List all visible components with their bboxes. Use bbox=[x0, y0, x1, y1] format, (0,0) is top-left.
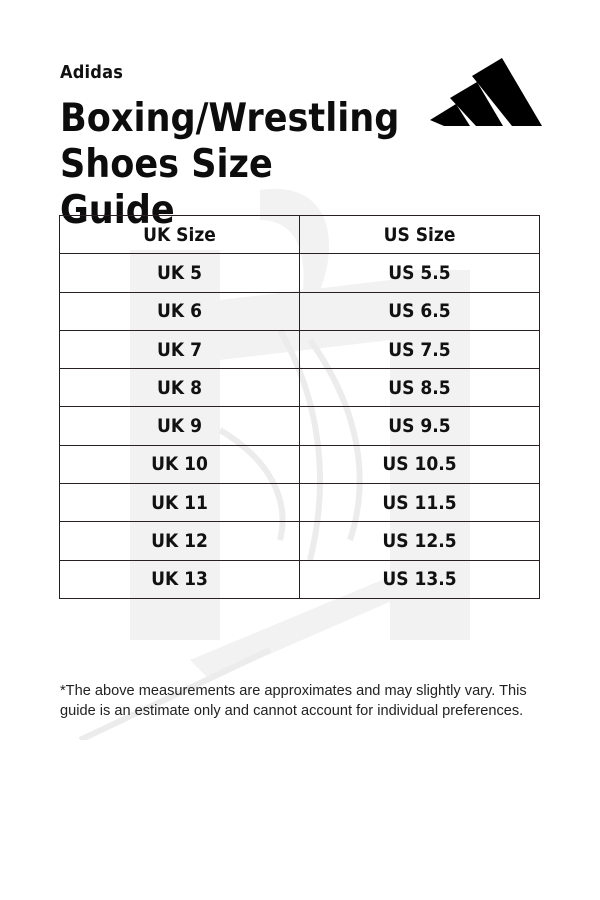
table-row bbox=[60, 369, 540, 407]
uk-size-cell: UK 12 bbox=[60, 522, 300, 560]
uk-size-cell: UK 13 bbox=[60, 560, 300, 598]
disclaimer-footnote: *The above measurements are approximates and may slightly vary. This guide is an estimate only and cannot account for individual preferences. bbox=[60, 682, 527, 719]
table-row bbox=[60, 292, 540, 330]
size-table bbox=[59, 215, 540, 599]
table-row bbox=[60, 254, 540, 292]
title-line-1: Boxing/Wrestling bbox=[60, 96, 400, 141]
table-row bbox=[60, 522, 540, 560]
table-row bbox=[60, 484, 540, 522]
uk-size-cell: UK 10 bbox=[60, 445, 300, 483]
uk-size-cell: UK 11 bbox=[60, 484, 300, 522]
us-size-cell: US 10.5 bbox=[300, 445, 540, 483]
brand-name: Adidas bbox=[60, 62, 124, 83]
us-size-cell: US 6.5 bbox=[300, 292, 540, 330]
uk-size-cell: UK 5 bbox=[60, 254, 300, 292]
table-row bbox=[60, 445, 540, 483]
column-header-us-size: US Size bbox=[300, 216, 540, 254]
column-header-uk-size: UK Size bbox=[60, 216, 300, 254]
uk-size-cell: UK 9 bbox=[60, 407, 300, 445]
table-row bbox=[60, 407, 540, 445]
title-line-2: Shoes Size Guide bbox=[60, 142, 273, 233]
table-row bbox=[60, 330, 540, 368]
uk-size-cell: UK 7 bbox=[60, 330, 300, 368]
us-size-cell: US 8.5 bbox=[300, 369, 540, 407]
table-header-row bbox=[60, 216, 540, 254]
table-row bbox=[60, 560, 540, 598]
us-size-cell: US 11.5 bbox=[300, 484, 540, 522]
page-title bbox=[60, 96, 400, 234]
us-size-cell: US 13.5 bbox=[300, 560, 540, 598]
us-size-cell: US 5.5 bbox=[300, 254, 540, 292]
us-size-cell: US 9.5 bbox=[300, 407, 540, 445]
uk-size-cell: UK 6 bbox=[60, 292, 300, 330]
adidas-three-stripes-logo-icon bbox=[430, 58, 542, 128]
us-size-cell: US 7.5 bbox=[300, 330, 540, 368]
us-size-cell: US 12.5 bbox=[300, 522, 540, 560]
uk-size-cell: UK 8 bbox=[60, 369, 300, 407]
